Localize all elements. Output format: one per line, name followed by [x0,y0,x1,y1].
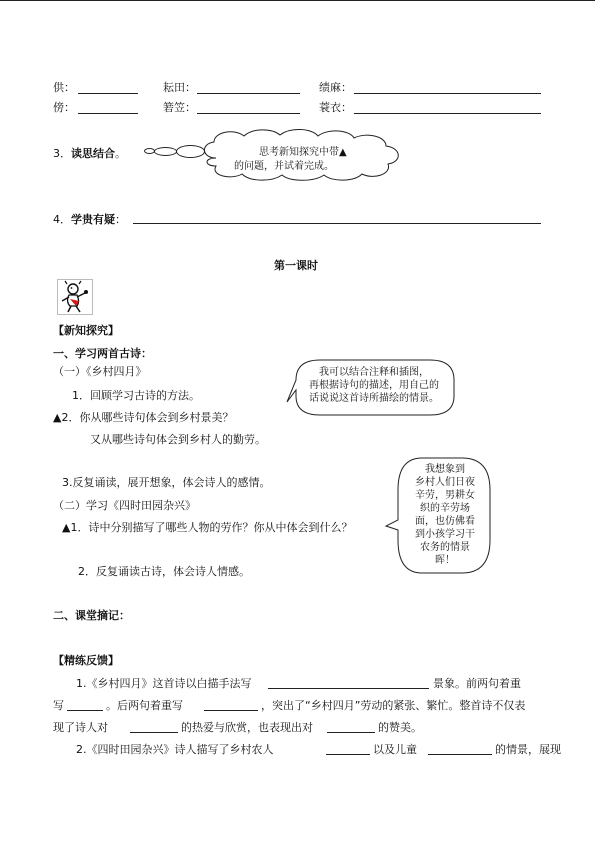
feedback-text: 的情景，展现 [495,743,561,756]
section3-title: 读思结合 [71,147,115,160]
feedback-text: 景象。前两句着重 [433,677,521,690]
feedback-text: 1.《乡村四月》这首诗以白描手法写 [76,677,252,690]
part1-heading: 一、学习两首古诗： [53,347,152,360]
bubble2-line: 面，也仿佛看 [415,516,475,527]
vocab-label-bang: 傍： [53,101,75,114]
bubble2-line: 到小孩学习干 [415,529,475,540]
vocab-blank-gong[interactable] [78,93,138,94]
bubble2-line: 晖！ [435,555,455,566]
vocab-label-suoyi: 蓑衣： [319,101,352,114]
section3-number: 3． [53,147,71,160]
section4-number: 4． [53,213,71,226]
speech-bubble-2-text [403,463,487,567]
new-knowledge-heading: 【新知探究】 [53,324,119,337]
feedback-text: 现了诗人对 [53,721,108,734]
question-labor: ▲1．诗中分别描写了哪些人物的劳作？你从中体会到什么？ [62,521,353,534]
vocab-blank-ruoli[interactable] [197,113,300,114]
vocab-blank-suoyi[interactable] [354,113,541,114]
question-diligence: 又从哪些诗句体会到乡村人的勤劳。 [90,433,266,446]
section4-colon: ： [115,213,126,226]
question-recite-emotion: 2．反复诵读古诗，体会诗人情感。 [78,565,250,578]
cloud-text-line2: 的问题，并试着完成。 [234,161,334,172]
part2-heading: 二、课堂摘记： [53,609,130,622]
feedback-blank[interactable] [268,688,429,689]
feedback-text: 的赞美。 [378,721,422,734]
vocab-label-yuntian: 耘田： [163,81,196,94]
feedback-blank[interactable] [67,710,103,711]
bubble2-line: 乡村人们日夜 [415,477,475,488]
vocab-blank-jima[interactable] [354,93,541,94]
section4-heading [53,211,126,227]
feedback-blank[interactable] [204,710,258,711]
vocab-label-gong: 供： [53,81,75,94]
section4-title: 学贵有疑 [71,213,115,226]
vocab-blank-yuntian[interactable] [197,93,300,94]
thought-dot-medium [154,147,177,156]
bubble2-line: 农务的情景 [420,542,470,553]
top-rule [0,0,595,1]
bubble1-line: 再根据诗句的描述，用自己的 [309,380,439,391]
vocab-label-jima: 绩麻： [319,81,352,94]
question-scenery: ▲2．你从哪些诗句体会到乡村景美？ [53,411,234,424]
lesson-title: 第一课时 [274,259,318,272]
feedback-text: 的热爱与欣赏，也表现出对 [181,721,313,734]
feedback-text: 以及儿童 [373,743,417,756]
feedback-text: 。后两句着重写 [106,699,183,712]
vocab-label-ruoli: 箬笠： [163,101,196,114]
bubble2-line: 辛劳，男耕女 [415,490,475,501]
section4-blank[interactable] [133,223,541,224]
bubble1-line: 我可以结合注释和插图， [319,367,429,378]
cartoon-figure-icon [57,279,93,315]
poem1-heading: （一）《乡村四月》 [53,365,147,378]
feedback-text: ，突出了“乡村四月”劳动的紧张、繁忙。整首诗不仅表 [261,699,526,712]
speech-bubble-1-text [304,366,444,405]
feedback-text: 2.《四时田园杂兴》诗人描写了乡村农人 [76,743,274,756]
feedback-blank[interactable] [327,732,375,733]
bubble2-line: 我想象到 [425,464,465,475]
question-review-method: 1．回顾学习古诗的方法。 [72,389,200,402]
feedback-blank[interactable] [326,754,370,755]
vocab-blank-bang[interactable] [78,113,138,114]
feedback-text: 写 [53,699,64,712]
poem2-heading: （二）学习《四时田园杂兴》 [53,499,196,512]
bubble1-line: 话说说这首诗所描绘的情景。 [309,393,439,404]
bubble2-line: 织的辛劳场 [420,503,470,514]
section3-heading [53,145,126,161]
section3-period: 。 [115,147,126,160]
feedback-blank[interactable] [130,732,178,733]
feedback-heading: 【精练反馈】 [53,654,119,667]
feedback-blank[interactable] [428,754,492,755]
cloud-text-line1: 思考新知探究中带▲ [259,147,347,158]
question-recite-feel: 3.反复诵读，展开想象，体会诗人的感情。 [62,476,271,489]
